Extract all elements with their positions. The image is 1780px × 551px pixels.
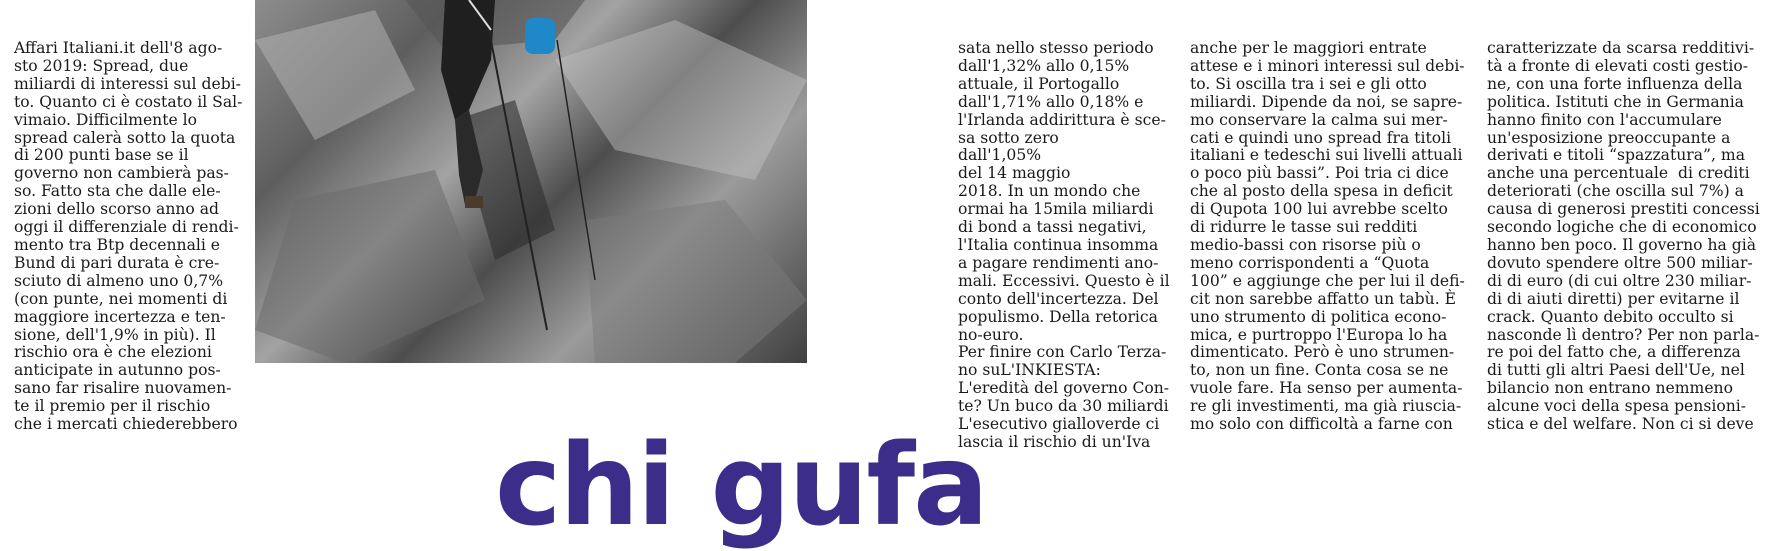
headline: chi gufa [495, 421, 987, 551]
article-column-2 [958, 40, 1180, 452]
rock-face-image [255, 0, 807, 363]
article-paragraph: caratterizzate da scarsa redditivi- tà a fronte di elevati costi gestio- ne, con una forte influenza della politica. Istituti che in Germania hanno finito con l'accumulare un'esposizione preoccupante a derivati e titoli “spazzatura”, ma anche una percentuale di crediti deteriorati (che oscilla sul 7%) a causa di generosi prestiti concessi secondo logiche che di economico hanno ben poco. Il governo ha già dovuto spendere oltre 500 miliar- di di euro (di cui oltre 230 miliar- di di aiuti diretti) per evitarne il crack. Quanto debito occulto si nasconde lì dentro? Per non parla- re poi del fatto che, a differenza di tutti gli altri Paesi dell'Ue, nel bilancio non entrano nemmeno alcune voci della spesa pensioni- stica e del welfare. Non ci si deve [1487, 39, 1760, 434]
article-paragraph: Affari Italiani.it dell'8 ago- sto 2019: Spread, due miliardi di interessi sul debi- to. Quanto ci è costato il Sal- vimaio. Difficilmente lo spread calerà sotto la quota di 200 punti base se il governo non cambierà pas- so. Fatto sta che dalle ele- zioni dello scorso anno ad oggi il differenziale di rendi- mento tra Btp decennali e Bund di pari durata è cre- sciuto di almeno uno 0,7% (con punte, nei momenti di maggiore incertezza e ten- sione, dell'1,9% in più). Il rischio ora è che elezioni anticipate in autunno pos- sano far risalire nuovamen- te il premio per il rischio che i mercati chiederebbero [14, 39, 243, 434]
article-paragraph: anche per le maggiori entrate attese e i minori interessi sul debi- to. Si oscilla tra i sei e gli otto miliardi. Dipende da noi, se sapre- mo conservare la calma sui mer- cati e quindi uno spread fra titoli italiani e tedeschi sui livelli attuali o poco più bassi”. Poi tria ci dice che al posto della spesa in deficit di Qupota 100 lui avrebbe scelto di ridurre le tasse sui redditi medio-bassi con risorse più o meno corrispondenti a “Quota 100” e aggiunge che per lui il defi- cit non sarebbe affatto un tabù. È uno strumento di politica econo- mica, e purtroppo l'Europa lo ha dimenticato. Però è uno strumen- to, non un fine. Conta cosa se ne vuole fare. Ha senso per aumenta- re gli investimenti, ma già riuscia- mo solo con difficoltà a farne con [1190, 39, 1465, 434]
article-column-1 [14, 40, 246, 434]
article-column-4 [1487, 40, 1769, 434]
article-paragraph: Per finire con Carlo Terza- no suL'INKIESTA: L'eredità del governo Con- te? Un buco da 30 miliardi L'esecutivo gialloverde ci lascia il rischio di un'Iva [958, 343, 1170, 451]
article-column-3 [1190, 40, 1472, 434]
climber-photo [255, 0, 807, 363]
article-paragraph: sata nello stesso periodo dall'1,32% allo 0,15% attuale, il Portogallo dall'1,71% allo 0,18% e l'Irlanda addirittura è sce- sa sotto zero dall'1,05% del 14 maggio 2018. In un mondo che ormai ha 15mila miliardi di bond a tassi negativi, l'Italia continua insomma a pagare rendimenti ano- mali. Eccessivi. Questo è il conto dell'incertezza. Del populismo. Della retorica no-euro. [958, 39, 1170, 344]
